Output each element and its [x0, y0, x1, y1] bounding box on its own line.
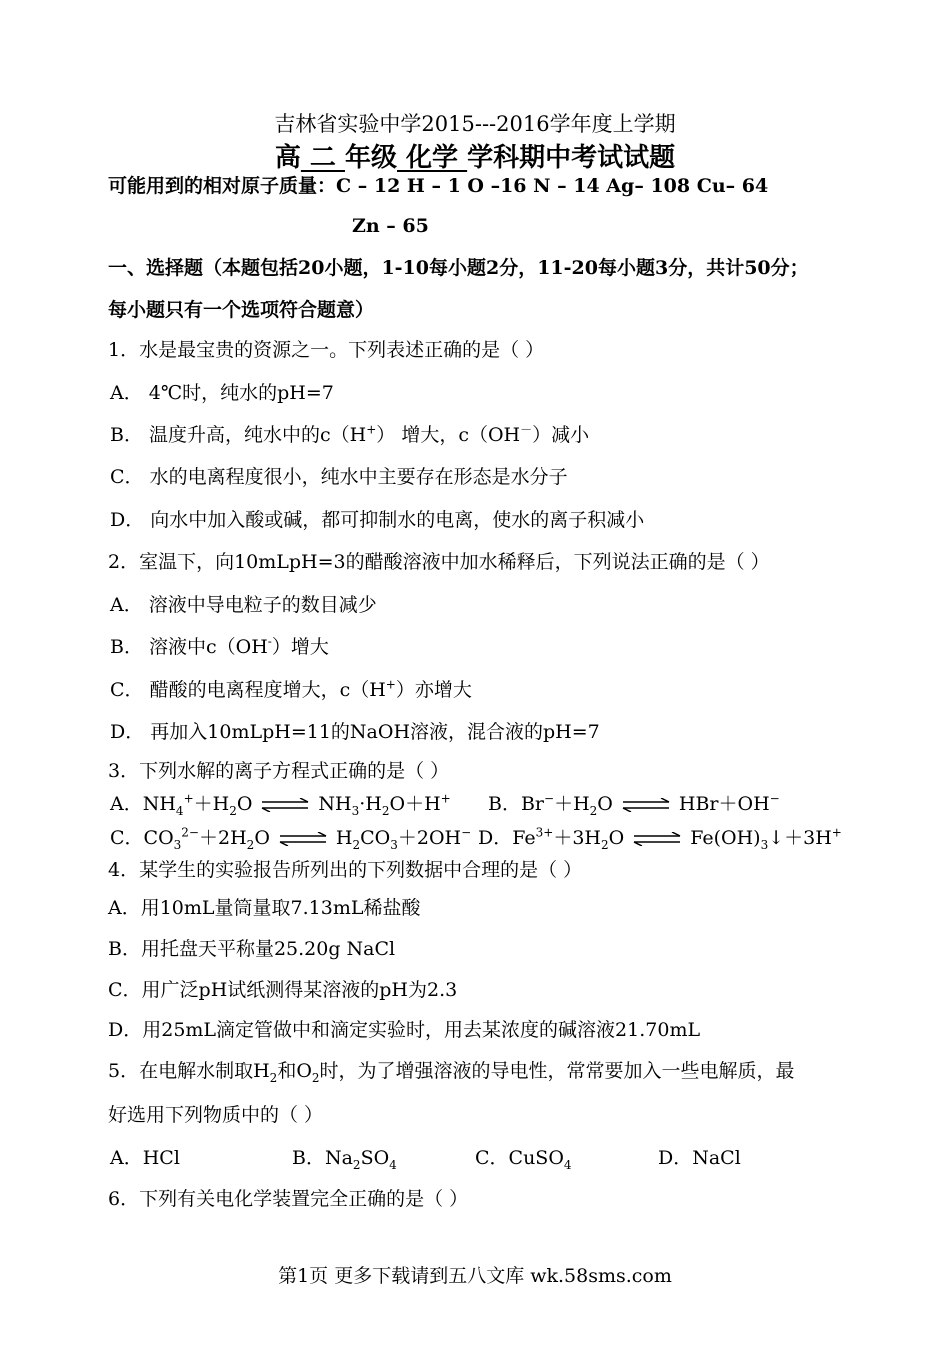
title-prefix: 高	[274, 143, 301, 173]
q2-stem: 2．室温下，向10mLpH=3的醋酸溶液中加水稀释后，下列说法正确的是（ ）	[108, 551, 770, 573]
page-footer: 第1页 更多下载请到五八文库 wk.58sms.com	[278, 1265, 672, 1287]
q5-stem: 5．在电解水制取$H_2$和$O_2$时，为了增强溶液的导电性，常常要加入一些电解质，最	[108, 1060, 795, 1085]
q3-option-d: D．$Fe^{3+}+3H_2O$ $Fe(OH)_3↓+3H^+$	[478, 825, 842, 852]
equilibrium-arrow-icon	[278, 832, 328, 846]
equilibrium-arrow-icon	[621, 798, 671, 812]
exam-title	[0, 143, 950, 173]
q1-option-c: C． 水的电离程度很小，纯水中主要存在形态是水分子	[110, 466, 568, 488]
q4-option-a: A．用10mL量筒量取7.13mL稀盐酸	[108, 897, 421, 919]
q5-option-a: A．HCl	[110, 1147, 180, 1169]
q4-stem: 4．某学生的实验报告所列出的下列数据中合理的是（ ）	[108, 859, 583, 881]
q5-option-b: B．$Na_2SO_4$	[292, 1147, 397, 1172]
section-heading-line1: 一、选择题（本题包括20小题，1-10每小题2分，11-20每小题3分，共计50分；	[108, 257, 809, 279]
school-line: 吉林省实验中学2015---2016学年度上学期	[274, 112, 676, 136]
q4-option-b: B．用托盘天平称量25.20g NaCl	[108, 938, 396, 960]
title-mid: 年级	[344, 143, 397, 173]
q3-stem: 3．下列水解的离子方程式正确的是（ ）	[108, 760, 450, 782]
q6-stem: 6．下列有关电化学装置完全正确的是（ ）	[108, 1188, 469, 1210]
atomic-mass-line2: Zn – 65	[352, 215, 429, 237]
q5-option-d: D．NaCl	[658, 1147, 741, 1169]
q3-option-b: B．$Br^-+H_2O$ HBr＋OH−	[488, 791, 780, 818]
q3-option-c: C．$CO_3^{2-}+2H_2O$ $H_2CO_3+2OH^-$	[110, 825, 472, 852]
q2-option-b: B． 溶液中c（OH-）增大	[110, 634, 329, 658]
title-suffix: 学科期中考试试题	[467, 143, 676, 173]
q2-option-d: D． 再加入10mLpH=11的NaOH溶液，混合液的pH=7	[110, 721, 600, 743]
q1-option-b: B． 温度升高，纯水中的c（H+） 增大，c（OH－）减小	[110, 422, 590, 446]
equilibrium-arrow-icon	[260, 798, 310, 812]
q1-option-d: D． 向水中加入酸或碱，都可抑制水的电离，使水的离子积减小	[110, 509, 645, 531]
q1-option-a: A． 4℃时，纯水的pH=7	[110, 382, 334, 404]
atomic-mass-line1: 可能用到的相对原子质量：C – 12 H – 1 O –16 N – 14 Ag– 108 Cu– 64	[108, 175, 769, 197]
subject-blank: 化学	[397, 143, 468, 173]
q5-stem-line2: 好选用下列物质中的（ ）	[108, 1104, 324, 1126]
section-heading-line2: 每小题只有一个选项符合题意）	[108, 299, 375, 321]
q1-stem: 1．水是最宝贵的资源之一。下列表述正确的是（ ）	[108, 339, 545, 361]
q4-option-d: D．用25mL滴定管做中和滴定实验时，用去某浓度的碱溶液21.70mL	[108, 1019, 701, 1041]
q2-option-c: C． 醋酸的电离程度增大，c（H+）亦增大	[110, 677, 472, 701]
q5-option-c: C．CuSO$_4$	[475, 1147, 572, 1172]
q3-option-a: A．$NH_4^++H_2O$ $NH_3\cdot H_2O+H^+$	[110, 791, 451, 818]
q4-option-c: C．用广泛pH试纸测得某溶液的pH为2.3	[108, 979, 458, 1001]
q2-option-a: A． 溶液中导电粒子的数目减少	[110, 594, 377, 616]
equilibrium-arrow-icon	[632, 832, 682, 846]
grade-blank: 二	[300, 143, 345, 173]
